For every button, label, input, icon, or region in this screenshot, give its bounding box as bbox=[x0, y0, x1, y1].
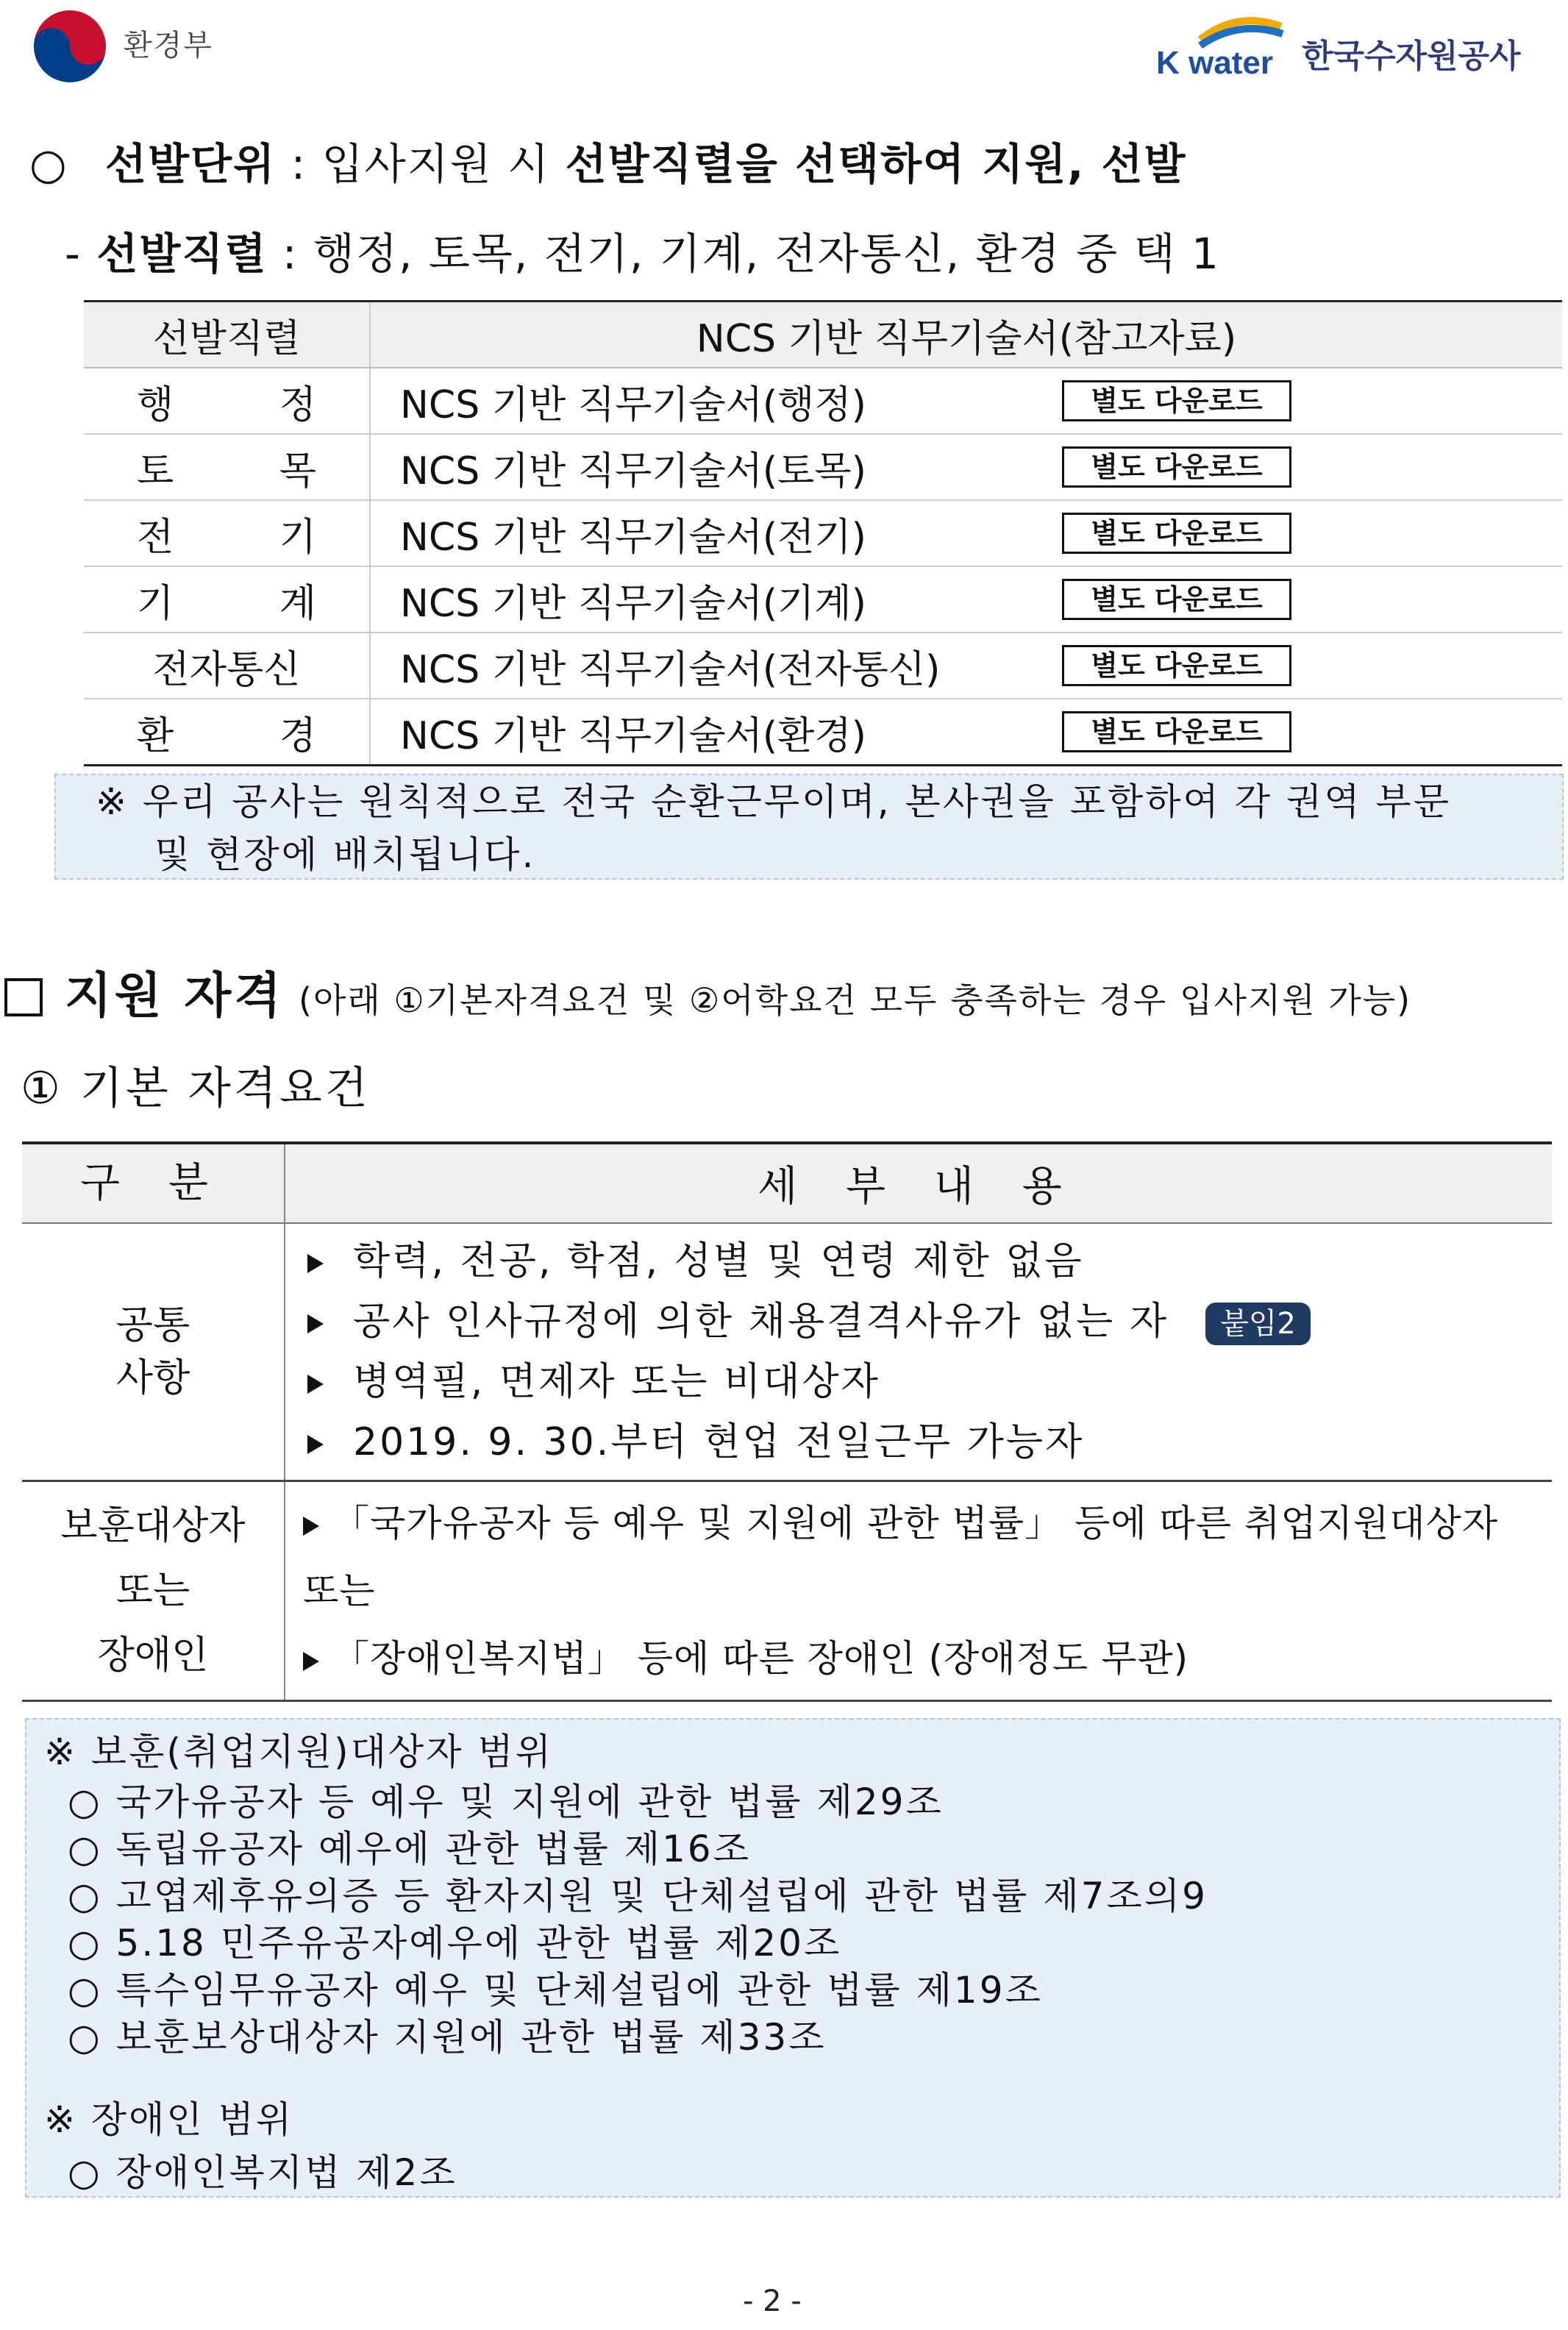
job-doc-title: NCS 기반 직무기술서(토목) bbox=[400, 449, 866, 494]
table-row bbox=[22, 1481, 1552, 1701]
qualifications-subtitle: (아래 ①기본자격요건 및 ②어학요건 모두 충족하는 경우 입사지원 가능) bbox=[299, 980, 1412, 1020]
page-number: - 2 - bbox=[743, 2284, 802, 2318]
job-doc-title: NCS 기반 직무기술서(전자통신) bbox=[400, 647, 941, 692]
job-doc-title: NCS 기반 직무기술서(행정) bbox=[400, 382, 866, 427]
requirement-item: 「국가유공자 등 예우 및 지원에 관한 법률」 등에 따른 취업지원대상자 bbox=[303, 1489, 1552, 1557]
triangle-bullet-icon bbox=[307, 1254, 324, 1273]
selection-unit-prefix: 입사지원 시 bbox=[321, 139, 566, 189]
kwater-logo-text: K water bbox=[1156, 45, 1273, 78]
job-name-char: 목 bbox=[279, 449, 316, 494]
veteran-range-item: ○ 보훈보상대상자 지원에 관한 법률 제33조 bbox=[68, 2016, 827, 2059]
job-series-line bbox=[65, 219, 1220, 281]
category-label: 사항 bbox=[115, 1356, 190, 1400]
job-series-table bbox=[84, 300, 1562, 766]
notice-text bbox=[66, 775, 1559, 881]
qualifications-heading bbox=[4, 956, 1411, 1026]
veteran-range-title: ※ 보훈(취업지원)대상자 범위 bbox=[44, 1731, 553, 1773]
category-label: 보훈대상자 bbox=[60, 1504, 246, 1548]
category-label: 또는 bbox=[115, 1569, 190, 1613]
table-header: 세 부 내 용 bbox=[285, 1143, 1552, 1223]
download-button[interactable]: 별도 다운로드 bbox=[1062, 380, 1291, 421]
table-row bbox=[84, 566, 1562, 633]
job-name-char: 정 bbox=[279, 382, 316, 427]
requirement-item: 2019. 9. 30.부터 현업 전일근무 가능자 bbox=[307, 1412, 1552, 1472]
requirement-item: 학력, 전공, 학점, 성별 및 연령 제한 없음 bbox=[307, 1231, 1552, 1292]
job-name-char: 기 bbox=[137, 581, 174, 626]
requirement-item: 병역필, 면제자 또는 비대상자 bbox=[307, 1352, 1552, 1412]
job-name: 전자통신 bbox=[152, 647, 301, 692]
job-doc-title: NCS 기반 직무기술서(기계) bbox=[400, 581, 866, 626]
dash: - bbox=[65, 229, 97, 279]
job-name-char: 전 bbox=[137, 515, 174, 560]
triangle-bullet-icon bbox=[307, 1314, 324, 1333]
selection-unit-label: 선발단위 bbox=[105, 139, 277, 189]
category-label: 공통 bbox=[115, 1303, 190, 1347]
requirement-item: 공사 인사규정에 의한 채용결격사유가 없는 자 붙임2 bbox=[307, 1292, 1552, 1352]
table-header: NCS 기반 직무기술서(참고자료) bbox=[370, 302, 1562, 368]
table-row bbox=[84, 368, 1562, 434]
table-row bbox=[84, 633, 1562, 699]
download-button[interactable]: 별도 다운로드 bbox=[1062, 513, 1291, 554]
notice-line: ※ 우리 공사는 원칙적으로 전국 순환근무이며, 본사권을 포함하여 각 권역 부문 bbox=[96, 780, 1452, 823]
job-name-char: 환 bbox=[137, 713, 174, 758]
qualifications-title: 지원 자격 bbox=[65, 967, 285, 1024]
table-row bbox=[84, 500, 1562, 566]
triangle-bullet-icon bbox=[307, 1435, 324, 1454]
job-name-char: 계 bbox=[279, 581, 316, 626]
download-button[interactable]: 별도 다운로드 bbox=[1062, 645, 1291, 686]
download-button[interactable]: 별도 다운로드 bbox=[1062, 579, 1291, 620]
job-name-char: 경 bbox=[279, 713, 316, 758]
requirement-item-continuation: 또는 bbox=[303, 1570, 376, 1612]
triangle-bullet-icon bbox=[303, 1517, 319, 1536]
table-row bbox=[84, 434, 1562, 500]
bullet-circle: ○ bbox=[29, 139, 68, 189]
veteran-range-item: ○ 국가유공자 등 예우 및 지원에 관한 법률 제29조 bbox=[68, 1781, 944, 1823]
job-doc-title: NCS 기반 직무기술서(전기) bbox=[400, 515, 866, 560]
disability-range-title: ※ 장애인 범위 bbox=[44, 2098, 294, 2141]
triangle-bullet-icon bbox=[303, 1652, 319, 1671]
kwater-org-name: 한국수자원공사 bbox=[1302, 38, 1521, 75]
job-name-char: 행 bbox=[137, 382, 174, 427]
requirement-item: 「장애인복지법」 등에 따른 장애인 (장애정도 무관) bbox=[303, 1625, 1552, 1692]
job-doc-title: NCS 기반 직무기술서(환경) bbox=[400, 713, 866, 758]
table-header-row bbox=[84, 302, 1562, 368]
veteran-range-item: ○ 5.18 민주유공자예우에 관한 법률 제20조 bbox=[68, 1922, 842, 1964]
table-header: 구 분 bbox=[22, 1143, 285, 1223]
ministry-name: 환경부 bbox=[124, 29, 213, 63]
selection-unit-sep: : bbox=[276, 139, 322, 189]
kwater-logo bbox=[1156, 10, 1311, 78]
basic-requirements-table bbox=[22, 1141, 1552, 1702]
veteran-range-item: ○ 특수임무유공자 예우 및 단체설립에 관한 법률 제19조 bbox=[68, 1969, 1043, 2012]
veteran-range-item: ○ 독립유공자 예우에 관한 법률 제16조 bbox=[68, 1828, 751, 1870]
triangle-bullet-icon bbox=[307, 1375, 324, 1394]
ministry-environment-emblem bbox=[29, 6, 110, 87]
selection-unit-emphasis: 선발직렬을 선택하여 지원, 선발 bbox=[565, 139, 1187, 189]
download-button[interactable]: 별도 다운로드 bbox=[1062, 711, 1291, 752]
table-row bbox=[22, 1223, 1552, 1481]
table-header-row bbox=[22, 1143, 1552, 1223]
attachment-badge: 붙임2 bbox=[1205, 1303, 1311, 1345]
category-label: 장애인 bbox=[97, 1634, 209, 1678]
selection-unit-line bbox=[29, 129, 1187, 191]
job-name-char: 기 bbox=[279, 515, 316, 560]
job-series-label: 선발직렬 bbox=[96, 229, 268, 279]
veteran-range-item: ○ 고엽제후유의증 등 환자지원 및 단체설립에 관한 법률 제7조의9 bbox=[68, 1875, 1208, 1917]
basic-requirements-title: ① 기본 자격요건 bbox=[21, 1063, 371, 1114]
job-name-char: 토 bbox=[137, 449, 174, 494]
checkbox-square-icon bbox=[4, 978, 43, 1016]
download-button[interactable]: 별도 다운로드 bbox=[1062, 446, 1291, 488]
disability-range-item: ○ 장애인복지법 제2조 bbox=[68, 2151, 457, 2194]
table-row bbox=[84, 699, 1562, 766]
notice-line: 및 현장에 배치됩니다. bbox=[154, 833, 536, 876]
job-series-text: : 행정, 토목, 전기, 기계, 전자통신, 환경 중 택 1 bbox=[267, 229, 1220, 279]
table-header: 선발직렬 bbox=[84, 302, 370, 368]
